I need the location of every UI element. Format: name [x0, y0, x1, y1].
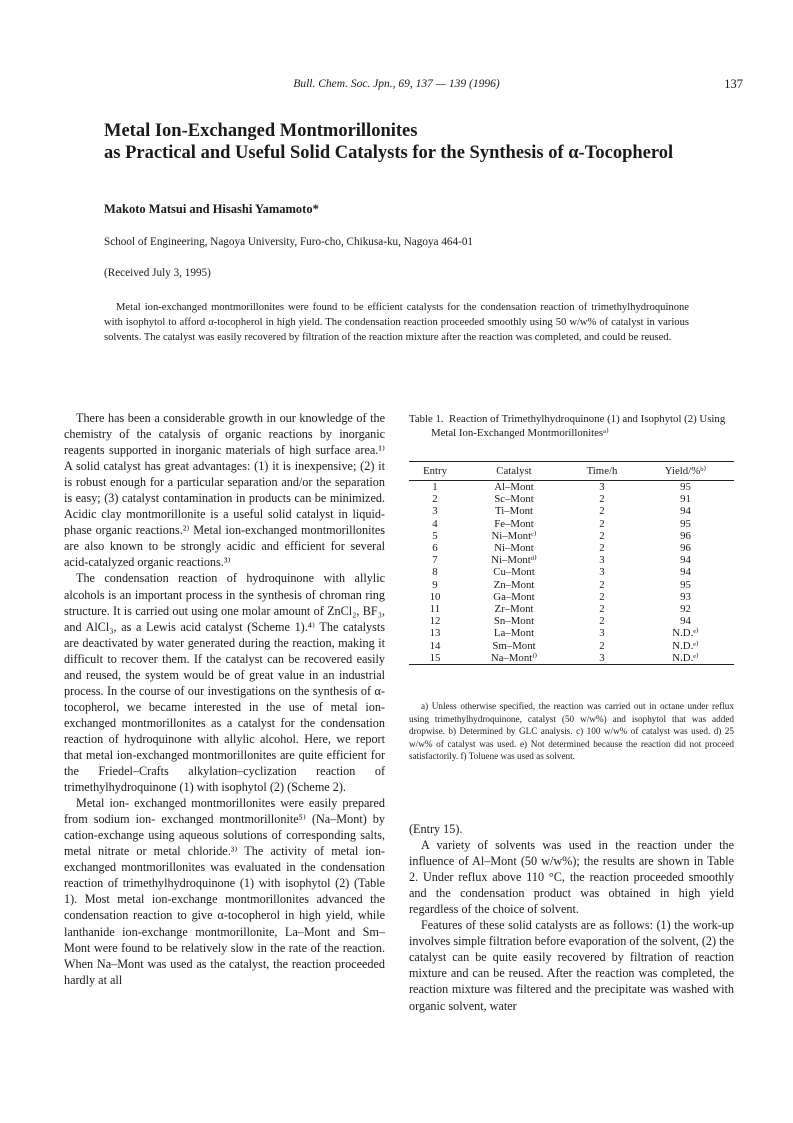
received-date: (Received July 3, 1995) [104, 267, 211, 279]
cell-time: 2 [599, 578, 605, 591]
cell-time: 3 [599, 554, 605, 567]
column-header-yield: Yield/%ᵇ⁾ [637, 462, 734, 481]
cell-entry: 1 [432, 481, 438, 493]
cell-yield: N.D.ᵉ⁾ [672, 627, 699, 640]
cell-entry: 15 [429, 651, 441, 664]
table-row [409, 554, 734, 566]
cell-entry: 14 [429, 639, 441, 652]
results-table [409, 461, 734, 665]
affiliation: School of Engineering, Nagoya University, Furo-cho, Chikusa-ku, Nagoya 464-01 [104, 236, 474, 248]
cell-catalyst: Ga–Mont [493, 590, 535, 603]
cell-entry: 4 [432, 517, 438, 530]
cell-catalyst: Zr–Mont [494, 603, 534, 616]
table-row [409, 640, 734, 652]
cell-entry: 2 [432, 493, 438, 506]
table-row [409, 518, 734, 530]
table-row [409, 566, 734, 578]
table-footnotes: a) Unless otherwise specified, the reaction was carried out in octane under reflux using trimethylhydroquinone, catalyst (50 w/w%) and isophytol that was added dropwise. b) Determined by GLC analysis. c) 100 w/w% of catalyst was used. d) 25 w/w% of catalyst was used. e) Not determined because the reaction did not proceed satisfactorily. f) Toluene was used as solvent. [409, 701, 734, 762]
cell-yield: N.D.ᵉ⁾ [672, 651, 699, 664]
cell-entry: 13 [429, 627, 441, 640]
table-row [409, 542, 734, 554]
cell-time: 2 [599, 639, 605, 652]
cell-entry: 11 [429, 603, 441, 616]
cell-yield: 91 [680, 493, 691, 506]
cell-yield: 94 [680, 615, 691, 628]
cell-yield: N.D.ᵉ⁾ [672, 639, 699, 652]
table-row [409, 493, 734, 505]
table-row [409, 627, 734, 639]
running-head: Bull. Chem. Soc. Jpn., 69, 137 — 139 (1996) [293, 78, 500, 90]
cell-time: 2 [599, 615, 605, 628]
cell-yield: 96 [680, 542, 691, 555]
table-row [409, 481, 734, 494]
body-paragraph-6: Features of these solid catalysts are as follows: (1) the work-up involves simple filtration before evaporation of the solvent, (2) the catalyst can be quite easily recovered by filtration of reaction mixture and can be reused. After the reaction was completed, the reaction mixture was filtered and the precipitate was washed with organic solvent, water [409, 918, 734, 1013]
table-row [409, 579, 734, 591]
body-paragraph-3: Metal ion- exchanged montmorillonites were easily prepared from sodium ion- exchanged montmorillonite⁵⁾ (Na–Mont) by cation-exchange using aqueous solutions of corresponding salts, metal nitrate or metal chloride.³⁾ The activity of metal ion-exchanged montmorillonites was evaluated in the condensation reaction of trimethylhydroquinone (1) with isophytol (2) (Table 1). Most metal ion-exchange montmorillonites advanced the condensation reaction to give α-tocopherol in high yield, while lanthanide ion-exchange montmorillonite, La–Mont and Sm–Mont were found to be relatively slow in the rate of the reaction. When Na–Mont was used as the catalyst, the reaction proceeded hardly at all [64, 796, 385, 987]
cell-time: 2 [599, 590, 605, 603]
cell-yield: 95 [680, 517, 691, 530]
cell-entry: 6 [432, 542, 438, 555]
cell-entry: 8 [432, 566, 438, 579]
cell-yield: 92 [680, 603, 691, 616]
abstract [104, 300, 689, 345]
cell-yield: 96 [680, 529, 691, 542]
cell-catalyst: Fe–Mont [494, 517, 534, 530]
cell-time: 2 [599, 529, 605, 542]
cell-entry: 5 [432, 529, 438, 542]
cell-catalyst: Ni–Montᶜ⁾ [491, 529, 537, 542]
title-line-2: as Practical and Useful Solid Catalysts for the Synthesis of α-Tocopherol [104, 143, 674, 163]
cell-catalyst: Al–Mont [494, 481, 534, 493]
cell-catalyst: Zn–Mont [493, 578, 535, 591]
cell-entry: 9 [432, 578, 438, 591]
table-caption-text [409, 412, 734, 440]
title-line-1: Metal Ion-Exchanged Montmorillonites [104, 121, 418, 141]
column-header-entry: Entry [409, 462, 461, 481]
cell-yield: 95 [680, 481, 691, 493]
table-row [409, 505, 734, 517]
cell-entry: 7 [432, 554, 438, 567]
cell-time: 2 [599, 542, 605, 555]
cell-time: 2 [599, 505, 605, 518]
cell-catalyst: Ni–Montᵈ⁾ [491, 554, 537, 567]
left-column-body [64, 410, 385, 988]
cell-yield: 94 [680, 554, 691, 567]
table-row [409, 615, 734, 627]
body-paragraph-4: (Entry 15). [409, 822, 463, 836]
cell-catalyst: Ni–Mont [494, 542, 534, 555]
table-row [409, 652, 734, 665]
table-label: Table 1. [409, 413, 444, 425]
cell-time: 3 [599, 481, 605, 493]
cell-catalyst: Na–Montᶠ⁾ [490, 651, 538, 664]
cell-catalyst: La–Mont [493, 627, 535, 640]
body-paragraph-1: There has been a considerable growth in our knowledge of the chemistry of the catalysis of organic reactions by inorganic reagents supported in inorganic materials of high surface area.¹⁾ A solid catalyst has great advantages: (1) it is inexpensive; (2) it is robust enough for a particular separation and/or the separation is easy; (3) catalyst contamination in products can be minimized. Acidic clay montmorillonite is a useful solid catalyst in liquid-phase organic reactions.²⁾ Metal ion-exchanged montmorillonites are also known to be strongly acidic and efficient for several acid-catalyzed organic reactions.³⁾ [64, 411, 385, 570]
column-header-catalyst: Catalyst [461, 462, 567, 481]
table-header-row [409, 462, 734, 481]
cell-catalyst: Cu–Mont [493, 566, 535, 579]
cell-catalyst: Sn–Mont [493, 615, 535, 628]
cell-yield: 93 [680, 590, 691, 603]
column-header-time: Time/h [567, 462, 637, 481]
cell-entry: 12 [429, 615, 441, 628]
table-row [409, 603, 734, 615]
table-title: Reaction of Trimethylhydroquinone (1) and Isophytol (2) Using Metal Ion-Exchanged Montmorillonitesᵃ⁾ [431, 413, 726, 439]
author-list: Makoto Matsui and Hisashi Yamamoto* [104, 202, 319, 216]
page-number: 137 [724, 77, 743, 91]
cell-catalyst: Ti–Mont [494, 505, 533, 518]
cell-yield: 94 [680, 566, 691, 579]
cell-entry: 10 [429, 590, 441, 603]
cell-time: 3 [599, 651, 605, 664]
cell-time: 2 [599, 493, 605, 506]
cell-time: 3 [599, 566, 605, 579]
cell-time: 3 [599, 627, 605, 640]
cell-catalyst: Sc–Mont [494, 493, 534, 506]
table-row [409, 591, 734, 603]
body-paragraph-2: The condensation reaction of hydroquinone with allylic alcohols is an important process in the synthesis of chroman ring structure. It is carried out using one molar amount of ZnCl₂, BF₃, and AlCl₃, as a Lewis acid catalyst (Scheme 1).⁴⁾ The catalysts are deactivated by water generated during the reaction, making it difficult to recover them. If the catalyst can be recovered easily and reused, the system would be of great value in an industrial process. In the course of our investigations on the synthesis of α-tocopherol, we became interested in the use of metal ion-exchanged montmorillonites as a catalyst for the condensation reaction of hydroquinone with allylic alcohol. Here, we report that metal ion-exchanged montmorillonites are quite efficient for the Friedel–Crafts alkylation–cyclization reaction of trimethylhydroquinone (1) with isophytol (2) (Scheme 2). [64, 571, 385, 795]
cell-entry: 3 [432, 505, 438, 518]
article-title [104, 120, 724, 164]
table-row [409, 530, 734, 542]
right-column-body [409, 821, 734, 1014]
cell-yield: 95 [680, 578, 691, 591]
cell-yield: 94 [680, 505, 691, 518]
cell-time: 2 [599, 517, 605, 530]
cell-time: 2 [599, 603, 605, 616]
abstract-text: Metal ion-exchanged montmorillonites were found to be efficient catalysts for the condensation reaction of trimethylhydroquinone with isophytol to afford α-tocopherol in high yield. The condensation reaction proceeded smoothly using 50 w/w% of catalyst in various solvents. The catalyst was easily recovered by filtration of the reaction mixture after the reaction was completed, and could be reused. [104, 302, 689, 343]
table-caption [409, 412, 734, 440]
body-paragraph-5: A variety of solvents was used in the reaction under the influence of Al–Mont (50 w/w%); the results are shown in Table 2. Under reflux above 110 °C, the reaction proceeded smoothly and the condensation product was obtained in high yield regardless of the choice of solvent. [409, 838, 734, 917]
cell-catalyst: Sm–Mont [492, 639, 536, 652]
